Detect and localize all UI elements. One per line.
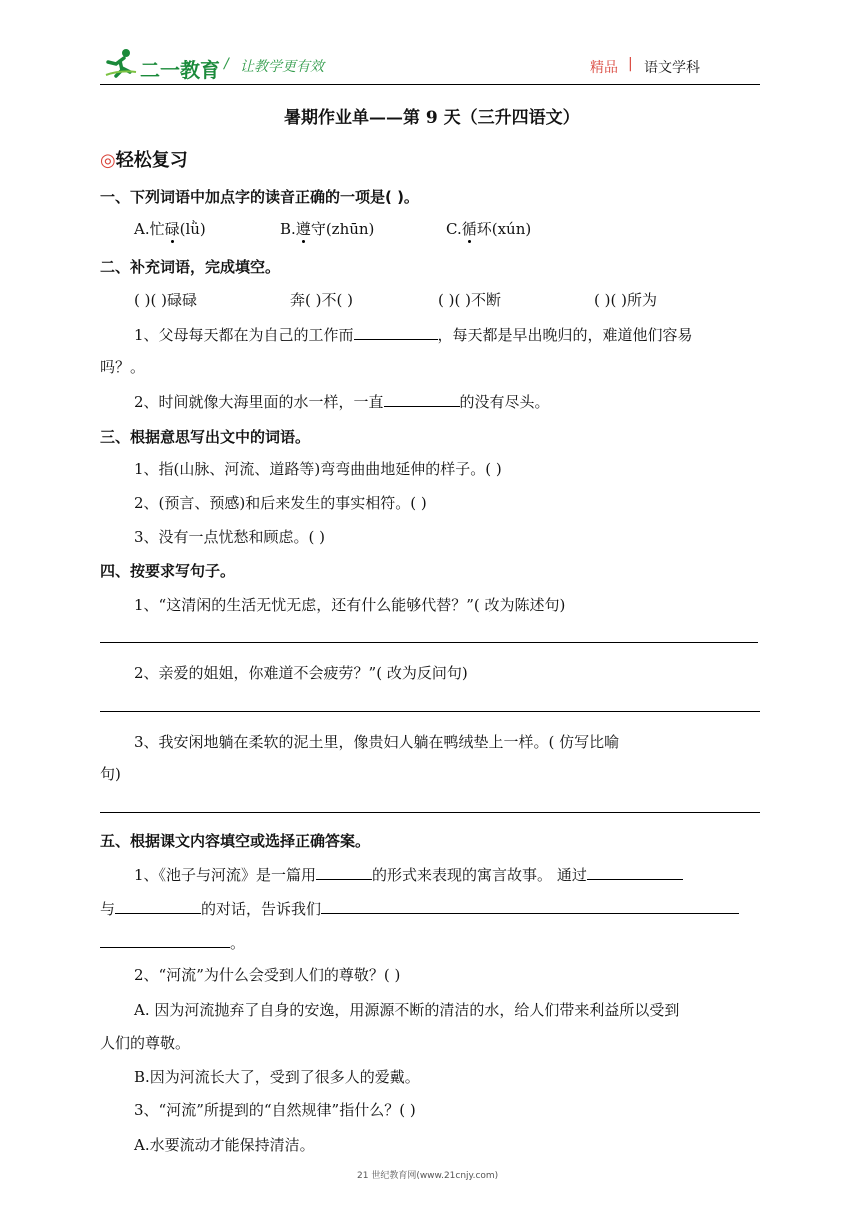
q2-heading: 二、补充词语，完成填空。 (100, 258, 281, 276)
q5-q2-option-b: B.因为河流长大了，受到了很多人的爱戴。 (134, 1068, 420, 1086)
q2-word-1: ( )( )碌碌 (134, 291, 197, 309)
header-divider: | (628, 56, 633, 72)
q3-item-2: 2、(预言、预感)和后来发生的事实相符。( ) (134, 494, 427, 512)
section-heading (100, 146, 188, 172)
q5-q3-option-a: A.水要流动才能保持清洁。 (134, 1136, 315, 1154)
q1-heading: 一、下列词语中加点字的读音正确的一项是( )。 (100, 188, 419, 206)
q2-sentence-1: 1、父母每天都在为自己的工作而 ，每天都是早出晚归的，难道他们容易 (134, 326, 693, 344)
q1-option-b: B.遵守(zhūn) (280, 220, 375, 238)
q2-word-3: ( )( )不断 (438, 291, 501, 309)
subject-label: 语文学科 (644, 60, 700, 76)
slogan-separator: / (224, 56, 229, 72)
blank[interactable] (100, 933, 230, 948)
blank[interactable] (354, 325, 438, 340)
footer: 21 世纪教育网(www.21cnjy.com) (357, 1171, 499, 1181)
q5-heading: 五、根据课文内容填空或选择正确答案。 (100, 832, 371, 850)
q2-word-2: 奔( )不( ) (290, 291, 353, 309)
quality-badge: 精品 (590, 60, 618, 76)
q2-word-4: ( )( )所为 (594, 291, 657, 309)
answer-line[interactable] (100, 642, 758, 643)
q3-item-1: 1、指(山脉、河流、道路等)弯弯曲曲地延伸的样子。( ) (134, 460, 502, 478)
page-title: 暑期作业单——第 9 天（三升四语文） (284, 108, 580, 128)
q5-q2-option-a-cont: 人们的尊敬。 (100, 1034, 191, 1052)
q4-item-2: 2、亲爱的姐姐，你难道不会疲劳？”( 改为反问句) (134, 664, 468, 682)
blank[interactable] (321, 899, 739, 914)
blank[interactable] (384, 392, 460, 407)
blank[interactable] (587, 865, 683, 880)
q3-item-3: 3、没有一点忧愁和顾虑。( ) (134, 528, 326, 546)
blank[interactable] (115, 899, 201, 914)
q5-question-3: 3、“河流”所提到的“自然规律”指什么？( ) (134, 1101, 416, 1119)
q5-sentence-1-line-2: 与 的对话，告诉我们 (100, 898, 739, 919)
q1-option-a: A.忙碌(lǜ) (134, 220, 206, 238)
q5-question-2: 2、“河流”为什么会受到人们的尊敬？( ) (134, 966, 401, 984)
q2-sentence-2: 2、时间就像大海里面的水一样，一直 的没有尽头。 (134, 393, 550, 411)
q1-option-c: C.循环(xún) (446, 220, 532, 238)
section-label: 轻松复习 (115, 150, 188, 171)
q3-heading: 三、根据意思写出文中的词语。 (100, 428, 311, 446)
q5-sentence-1: 1、《池子与河流》是一篇用 的形式来表现的寓言故事。 通过 (134, 864, 683, 885)
q5-q2-option-a: A. 因为河流抛弃了自身的安逸，用源源不断的清洁的水，给人们带来利益所以受到 (134, 1001, 680, 1019)
q5-sentence-1-line-3: 。 (100, 932, 245, 953)
answer-line[interactable] (100, 812, 760, 813)
q2-sentence-1-cont: 吗？。 (100, 358, 146, 376)
q4-item-3: 3、我安闲地躺在柔软的泥土里，像贵妇人躺在鸭绒垫上一样。( 仿写比喻 (134, 733, 620, 751)
q4-item-3-cont: 句) (100, 765, 121, 783)
header-rule (100, 84, 760, 85)
blank[interactable] (316, 865, 372, 880)
q4-item-1: 1、“这清闲的生活无忧无虑，还有什么能够代替？”( 改为陈述句) (134, 596, 566, 614)
bullseye-icon: ◎ (100, 150, 116, 171)
runner-logo-icon (104, 48, 138, 78)
slogan: 让教学更有效 (240, 59, 324, 75)
q4-heading: 四、按要求写句子。 (100, 562, 236, 580)
logo-text: 二一教育 (140, 58, 220, 82)
answer-line[interactable] (100, 711, 760, 712)
